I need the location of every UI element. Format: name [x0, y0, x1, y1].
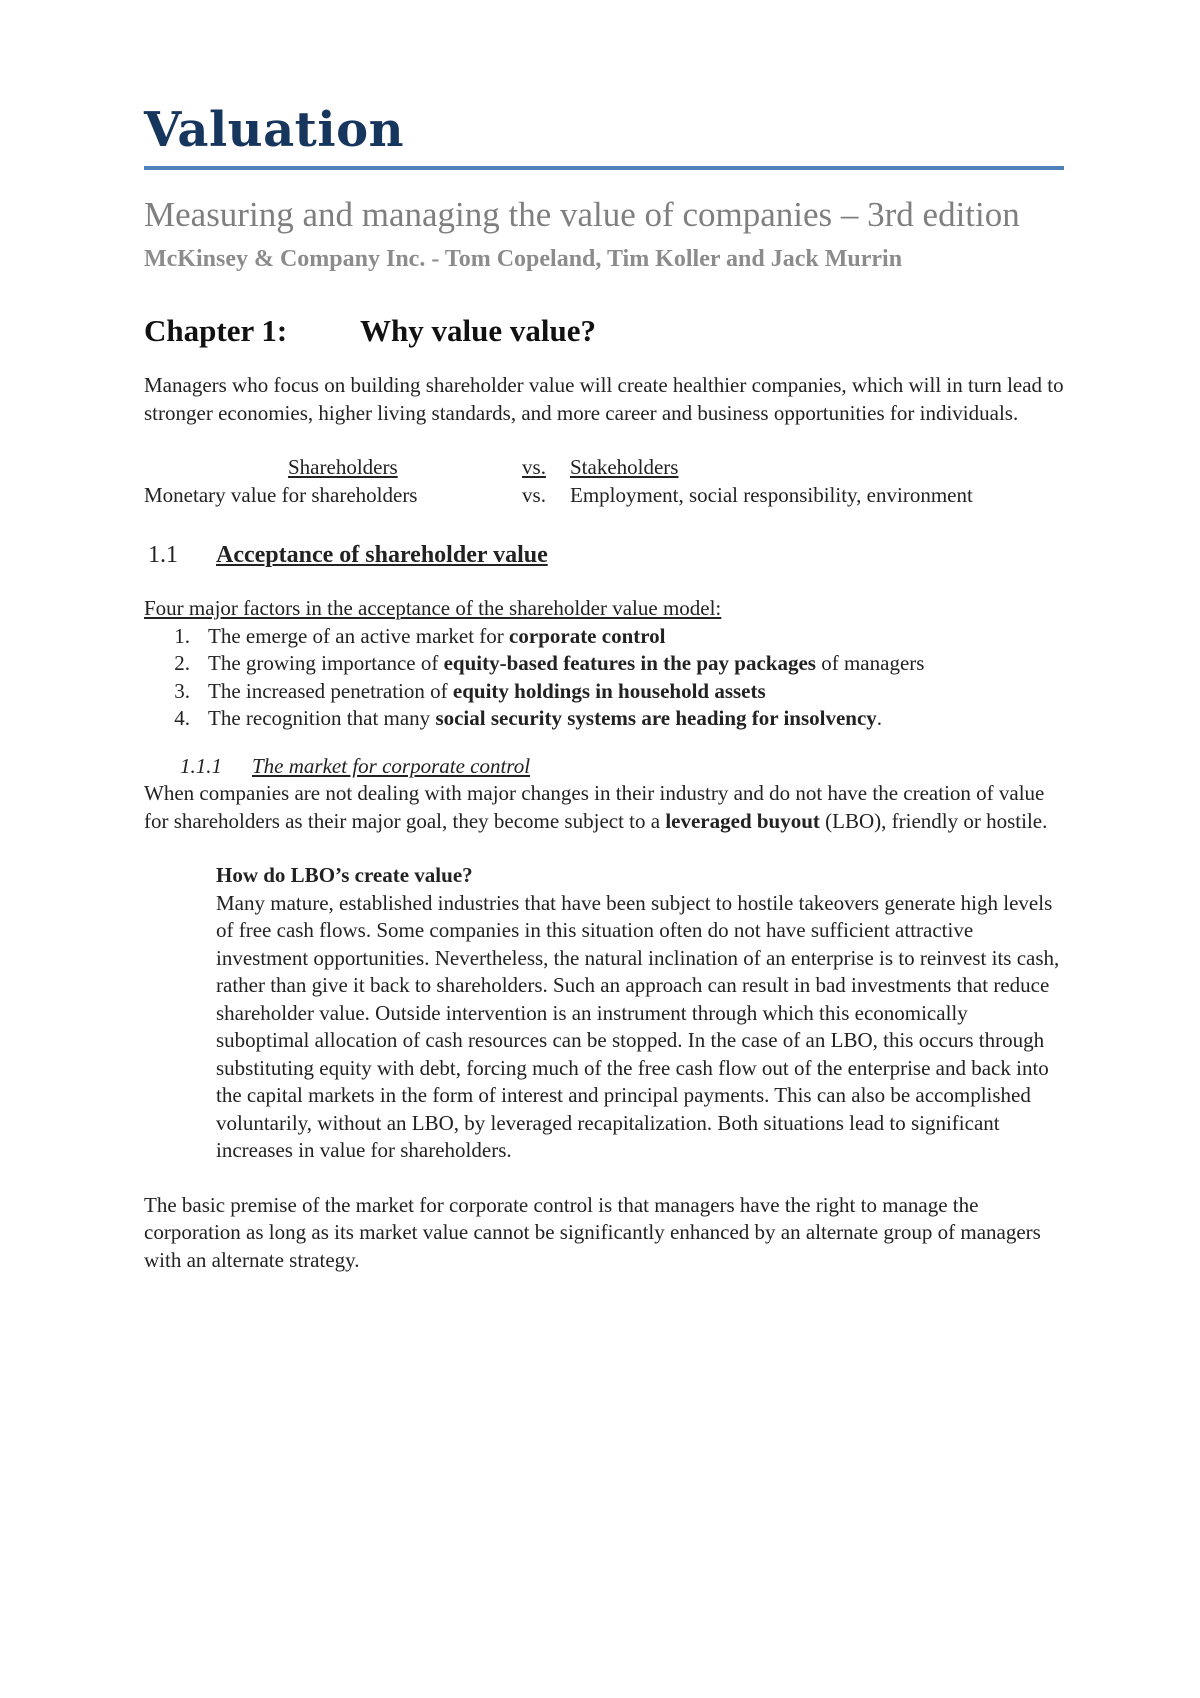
list-item — [144, 678, 1064, 706]
comparison-value-row — [144, 482, 1064, 510]
comparison-value-mid: vs. — [522, 482, 546, 507]
list-number: 3. — [174, 678, 190, 703]
comparison-header-row — [144, 454, 1064, 482]
list-emphasis: corporate control — [509, 623, 666, 648]
lbo-question: How do LBO’s create value? — [216, 863, 473, 887]
factors-intro: Four major factors in the acceptance of the shareholder value model: — [144, 596, 722, 620]
list-emphasis: social security systems are heading for insolvency — [435, 706, 877, 730]
comparison-header-left: Shareholders — [288, 455, 398, 479]
subsection-title: The market for corporate control — [252, 753, 531, 778]
section-heading — [148, 539, 1064, 571]
list-emphasis: equity-based features in the pay packages — [443, 651, 816, 675]
comparison-value-left: Monetary value for shareholders — [144, 482, 418, 507]
list-text: . — [876, 706, 883, 730]
list-item — [144, 623, 1064, 651]
list-number: 1. — [174, 623, 190, 648]
lbo-callout — [216, 862, 1064, 1165]
lbo-emphasis: leveraged buyout — [665, 808, 820, 833]
comparison-table — [144, 454, 1064, 509]
list-number: 4. — [174, 706, 190, 730]
document-authors: McKinsey & Company Inc. - Tom Copeland, Tim Koller and Jack Murrin — [144, 246, 903, 272]
chapter-number: Chapter 1: — [144, 313, 288, 348]
comparison-value-right: Employment, social responsibility, environment — [570, 482, 973, 507]
list-text: The recognition that many — [208, 706, 436, 730]
list-text: The growing importance of — [208, 651, 444, 675]
lbo-answer: Many mature, established industries that have been subject to hostile takeovers generate high levels of free cash flows. Some companies in this situation often do not have sufficient attractive investment opportunities. Nevertheless, the natural inclination of an enterprise is to reinvest its cash, rather than give it back to shareholders. Such an approach can result in bad investments that reduce shareholder value. Outside intervention is an instrument through which this economically suboptimal allocation of cash resources can be stopped. In the case of an LBO, this occurs through substituting equity with debt, forcing much of the free cash flow out of the enterprise and back into the capital markets in the form of interest and principal payments. This can also be accomplished voluntarily, without an LBO, by leveraged recapitalization. Both situations lead to significant increases in value for shareholders. — [216, 890, 1060, 1162]
list-emphasis: equity holdings in household assets — [452, 678, 766, 703]
list-text: The increased penetration of — [208, 678, 453, 703]
subsection-number: 1.1.1 — [180, 753, 222, 778]
chapter-title: Why value value? — [360, 313, 596, 348]
section-title: Acceptance of shareholder value — [216, 542, 548, 568]
chapter-heading — [144, 312, 1064, 350]
list-item — [144, 705, 1064, 733]
document-title: Valuation — [144, 100, 1064, 170]
list-text: of managers — [815, 651, 925, 675]
factors-list — [144, 623, 1064, 733]
lbo-text: (LBO), friendly or hostile. — [819, 808, 1048, 833]
document-body — [144, 100, 1064, 1274]
closing-paragraph: The basic premise of the market for corporate control is that managers have the right to manage the corporation as long as its market value cannot be significantly enhanced by an alternate group of managers with an alternate strategy. — [144, 1192, 1041, 1272]
comparison-header-right: Stakeholders — [570, 455, 679, 479]
intro-paragraph: Managers who focus on building shareholder value will create healthier companies, which will in turn lead to stronger economies, higher living standards, and more career and business opportunities for individuals. — [144, 373, 1064, 425]
lbo-text: When companies are not dealing with major changes in their industry and do not have the creation of value for shareholders as their major goal, they become subject to a — [144, 781, 1045, 833]
document-subtitle: Measuring and managing the value of companies – 3rd edition — [144, 195, 1020, 234]
subsection-heading — [180, 753, 1064, 781]
lbo-paragraph — [144, 780, 1064, 835]
list-item — [144, 650, 1064, 678]
list-text: The emerge of an active market for — [208, 623, 510, 648]
comparison-header-mid: vs. — [522, 455, 546, 479]
list-number: 2. — [174, 651, 190, 675]
section-number: 1.1 — [148, 542, 178, 568]
